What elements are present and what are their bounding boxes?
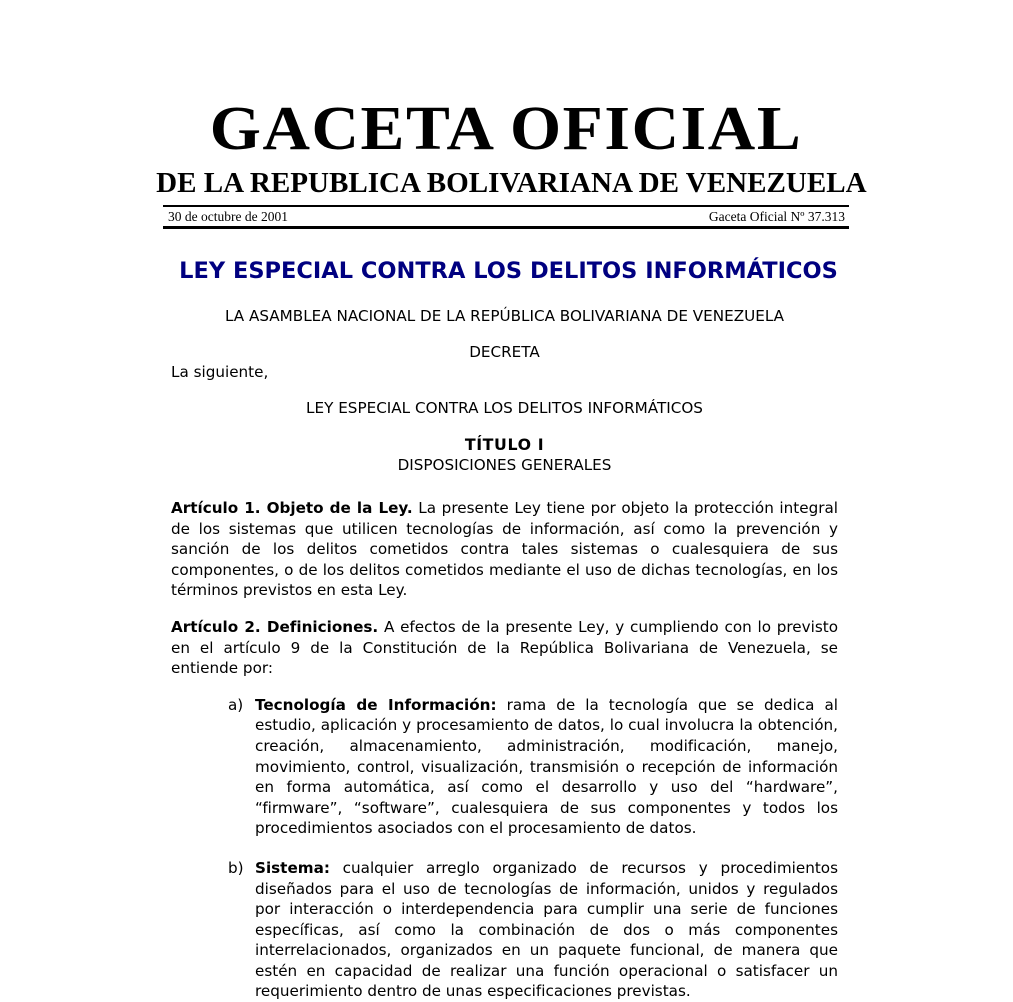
document-body (171, 258, 838, 1002)
law-title: LEY ESPECIAL CONTRA LOS DELITOS INFORMÁTICOS (179, 258, 838, 284)
article-2 (171, 617, 838, 679)
list-item-text (255, 695, 838, 839)
law-title-repeat: LEY ESPECIAL CONTRA LOS DELITOS INFORMÁTICOS (306, 399, 703, 417)
article-1-lead: Artículo 1. Objeto de la Ley. (171, 499, 413, 517)
enacting-body: LA ASAMBLEA NACIONAL DE LA REPÚBLICA BOLIVARIANA DE VENEZUELA (224, 307, 785, 325)
issue-date: 30 de octubre de 2001 (168, 209, 288, 224)
title-heading: TÍTULO I (464, 435, 545, 454)
definition-body: cualquier arreglo organizado de recursos y procedimientos diseñados para el uso de tecnologías de información, unidos y regulados por interacción o interdependencia para cumplir una serie de funciones específicas, así como la combinación de dos o más componentes interrelacionados, organizados en un paquete funcional, de manera que estén en capacidad de realizar una función operacional o satisfacer un requerimiento dentro de unas especificaciones previstas. (255, 858, 838, 1001)
gazette-title: GACETA OFICIAL (209, 95, 803, 163)
definition-body: rama de la tecnología que se dedica al estudio, aplicación y procesamiento de datos, lo cual involucra la obtención, creación, almacenamiento, administración, modificación, manejo, movimiento, control, visualización, transmisión o recepción de información en forma automática, así como el desarrollo y uso del “hardware”, “firmware”, “software”, cualesquiera de sus componentes y todos los procedimientos asociados con el procesamiento de datos. (255, 695, 838, 838)
masthead (156, 95, 867, 199)
list-item-text (255, 858, 838, 1002)
article-2-lead: Artículo 2. Definiciones. (171, 617, 379, 636)
article-1 (171, 498, 838, 601)
list-item-marker: b) (228, 858, 244, 877)
header-rule-bottom (163, 226, 849, 229)
definition-term: Sistema: (255, 858, 330, 877)
issue-number: Gaceta Oficial Nº 37.313 (708, 209, 845, 224)
gazette-subtitle: DE LA REPUBLICA BOLIVARIANA DE VENEZUELA (156, 168, 867, 199)
list-item (171, 858, 838, 1002)
article-1-body: La presente Ley tiene por objeto la protección integral de los sistemas que utilicen tecnologías de información, así como la prevención y sanción de los delitos cometidos contra tales sistemas o cualesquiera de sus componentes, o de los delitos cometidos mediante el uso de dichas tecnologías, en los términos previstos en esta Ley. (171, 499, 838, 600)
list-item-marker: a) (228, 695, 244, 714)
definitions-list (171, 695, 838, 1002)
list-item (171, 695, 838, 839)
decree-word: DECRETA (469, 343, 540, 361)
following-line: La siguiente, (171, 363, 269, 381)
definition-term: Tecnología de Información: (255, 695, 497, 714)
title-subheading: DISPOSICIONES GENERALES (397, 456, 612, 474)
article-2-body: A efectos de la presente Ley, y cumpliendo con lo previsto en el artículo 9 de la Constitución de la República Bolivariana de Venezuela, se entiende por: (171, 617, 838, 678)
issue-info-bar (163, 207, 849, 226)
